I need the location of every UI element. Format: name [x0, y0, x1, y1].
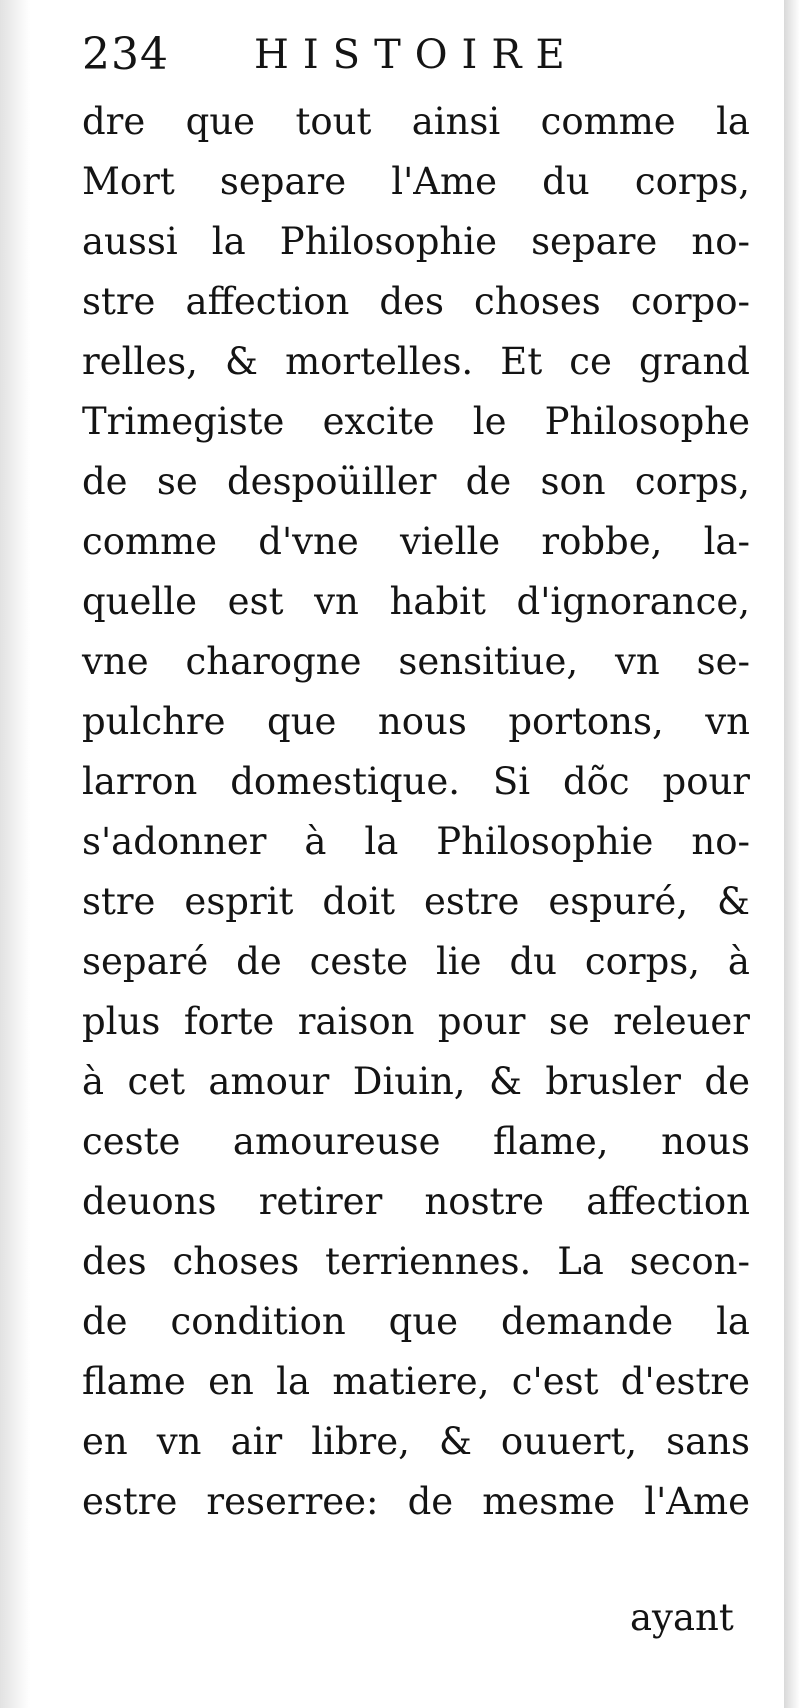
text-line: s'adonner à la Philosophie no- [82, 820, 750, 863]
text-line: à cet amour Diuin, & brusler de [82, 1060, 750, 1103]
text-line: estre reserree: de mesme l'Ame [82, 1480, 750, 1523]
paper-edge-shadow [784, 0, 800, 1708]
text-line: aussi la Philosophie separe no- [82, 220, 750, 263]
text-line: flame en la matiere, c'est d'estre [82, 1360, 750, 1403]
text-line: ceste amoureuse flame, nous [82, 1120, 750, 1163]
running-title: HISTOIRE [254, 32, 579, 78]
text-line: en vn air libre, & ouuert, sans [82, 1420, 750, 1463]
text-line: relles, & mortelles. Et ce grand [82, 340, 750, 383]
text-line: de se despoüiller de son corps, [82, 460, 750, 503]
text-line: dre que tout ainsi comme la [82, 100, 750, 143]
text-line: quelle est vn habit d'ignorance, [82, 580, 750, 623]
page-header [82, 20, 682, 80]
text-line: Mort separe l'Ame du corps, [82, 160, 750, 203]
catchword: ayant [630, 1596, 734, 1639]
page-number: 234 [82, 29, 169, 80]
body-text [82, 92, 750, 1532]
text-line: separé de ceste lie du corps, à [82, 940, 750, 983]
text-line: stre esprit doit estre espuré, & [82, 880, 750, 923]
text-line: pulchre que nous portons, vn [82, 700, 750, 743]
text-line: de condition que demande la [82, 1300, 750, 1343]
page-gutter-shadow [0, 0, 30, 1708]
text-line: vne charogne sensitiue, vn se- [82, 640, 750, 683]
text-line: des choses terriennes. La secon- [82, 1240, 750, 1283]
text-line: Trimegiste excite le Philosophe [82, 400, 750, 443]
text-line: larron domestique. Si dõc pour [82, 760, 750, 803]
text-line: deuons retirer nostre affection [82, 1180, 750, 1223]
text-line: plus forte raison pour se releuer [82, 1000, 750, 1043]
text-line: stre affection des choses corpo- [82, 280, 750, 323]
text-line: comme d'vne vielle robbe, la- [82, 520, 750, 563]
